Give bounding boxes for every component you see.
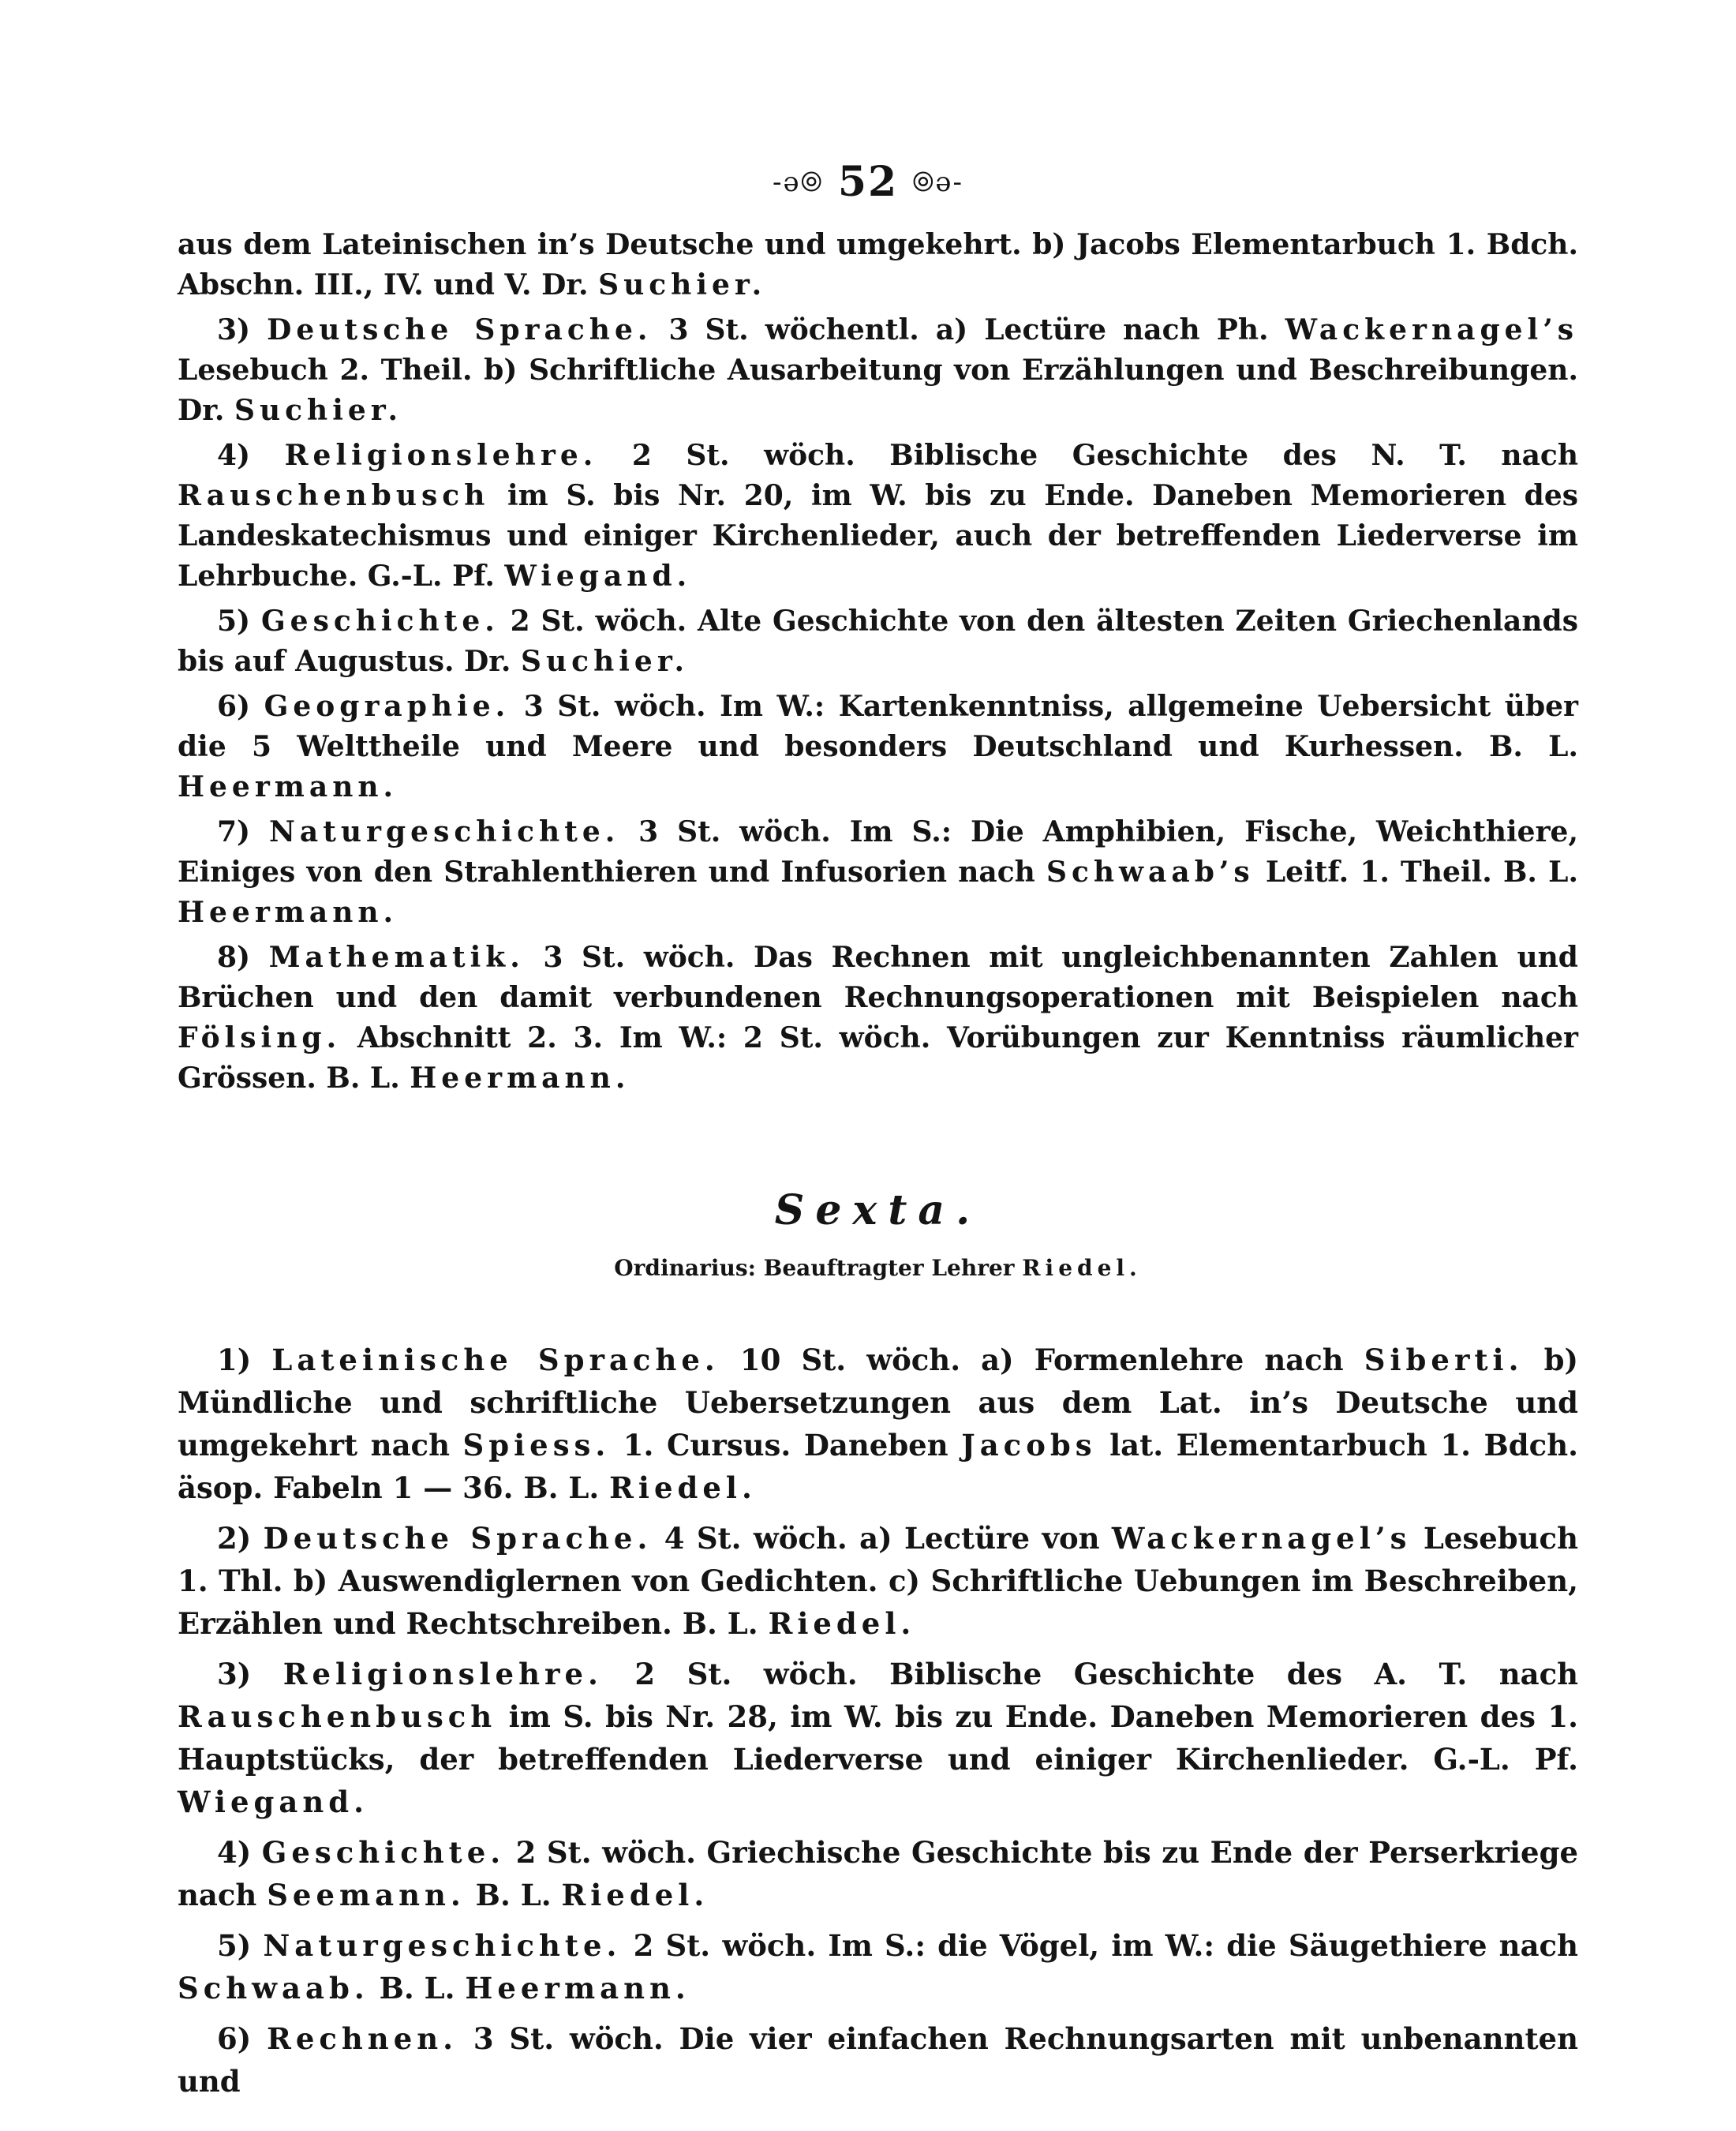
paragraph-text: 1. Cursus. Daneben xyxy=(610,1428,962,1462)
teacher-name: Heermann. xyxy=(410,1062,630,1095)
paragraph-text: 2 St. wöch. Griechische Geschichte bis zu Ende der Perserkriege nach xyxy=(178,1835,1578,1912)
page-number: 52 xyxy=(837,158,899,206)
teacher-name: Suchier. xyxy=(234,394,402,427)
paragraph-number: 4) xyxy=(217,439,285,472)
paragraph-number: 3) xyxy=(217,1657,283,1691)
paragraph-number: 7) xyxy=(217,815,269,848)
paragraph-number: 6) xyxy=(217,2021,268,2056)
subject-name: Lateinische Sprache. xyxy=(271,1343,720,1377)
ordinarius-label: Ordinarius: Beauftragter Lehrer xyxy=(614,1255,1023,1281)
quinta-paragraph-7 xyxy=(178,812,1578,933)
quinta-paragraph-5 xyxy=(178,601,1578,682)
paragraph-text: lat. Elementarbuch 1. Bdch. äsop. Fabeln 1 — 36. B. L. xyxy=(178,1428,1578,1505)
teacher-name: Riedel. xyxy=(768,1606,916,1641)
author-name: Jacobs xyxy=(961,1428,1097,1462)
paragraph-text: 2 St. wöch. Alte Geschichte von den ältesten Zeiten Griechenlands bis auf Augustus. Dr. xyxy=(178,605,1578,678)
subject-name: Geographie. xyxy=(264,690,511,723)
sexta-paragraph-6 xyxy=(178,2017,1578,2103)
subject-name: Geschichte. xyxy=(261,1835,506,1870)
paragraph-text: b) Mündliche und schriftliche Uebersetzungen aus dem Lat. in’s Deutsche und umgekehrt nach xyxy=(178,1343,1578,1462)
teacher-name: Heermann. xyxy=(465,1971,690,2006)
paragraph-text: im S. bis Nr. 28, im W. bis zu Ende. Daneben Memorieren des 1. Hauptstücks, der betreffenden Liederverse und einiger Kirchenlieder. G.-L. Pf. xyxy=(178,1699,1578,1777)
quinta-paragraph-8 xyxy=(178,938,1578,1099)
author-name: Seemann. xyxy=(267,1878,466,1912)
paragraph-text: 3 St. wöchentl. a) Lectüre nach Ph. xyxy=(652,313,1285,346)
paragraph-number: 1) xyxy=(217,1343,272,1377)
subject-name: Deutsche Sprache. xyxy=(263,1521,653,1556)
author-name: Spiess. xyxy=(462,1428,611,1462)
page-body xyxy=(178,225,1578,2110)
paragraph-text: Abschnitt 2. 3. Im W.: 2 St. wöch. Vorübungen zur Kenntniss räumlicher Grössen. B. L. xyxy=(178,1021,1578,1095)
subject-name: Naturgeschichte. xyxy=(268,815,620,848)
sexta-paragraph-3 xyxy=(178,1653,1578,1823)
paragraph-text: 2 St. wöch. Biblische Geschichte des A. T. nach xyxy=(602,1657,1578,1691)
paragraph-text: Leitf. 1. Theil. B. L. xyxy=(1254,856,1578,889)
teacher-name: Suchier. xyxy=(520,645,690,678)
paragraph-number: 2) xyxy=(217,1521,264,1556)
teacher-name: Riedel. xyxy=(561,1878,709,1912)
sexta-paragraph-2 xyxy=(178,1517,1578,1645)
teacher-name: Riedel. xyxy=(609,1470,757,1505)
paragraph-text: 2 St. wöch. Im S.: die Vögel, im W.: die Säugethiere nach xyxy=(621,1928,1578,1963)
paragraph-text: im S. bis Nr. 20, im W. bis zu Ende. Daneben Memorieren des Landeskatechismus und einiger Kirchenlieder, auch der betreffenden Liederverse im Lehrbuche. G.-L. Pf. xyxy=(178,479,1578,593)
paragraph-number: 5) xyxy=(217,1928,264,1963)
subject-name: Religionslehre. xyxy=(282,1657,603,1691)
paragraph-number: 8) xyxy=(217,941,269,974)
author-name: Schwaab’s xyxy=(1046,856,1255,889)
subject-name: Naturgeschichte. xyxy=(263,1928,622,1963)
teacher-name: Wiegand. xyxy=(178,1785,369,1819)
paragraph-text: Lesebuch 1. Thl. b) Auswendiglernen von Gedichten. c) Schriftliche Uebungen im Beschreiben, Erzählen und Rechtschreiben. B. L. xyxy=(178,1521,1578,1641)
quinta-paragraph-6 xyxy=(178,687,1578,807)
teacher-name: Heermann. xyxy=(178,770,398,803)
page-header xyxy=(0,158,1736,206)
paragraph-text: 3 St. wöch. Die vier einfachen Rechnungsarten mit unbenannten und xyxy=(178,2021,1578,2099)
author-name: Fölsing. xyxy=(178,1021,342,1054)
paragraph-text: 3 St. wöch. Im W.: Kartenkenntniss, allgemeine Uebersicht über die 5 Welttheile und Meere und besonders Deutschland und Kurhessen. B. L. xyxy=(178,690,1578,763)
paragraph-text: 3 St. wöch. Im S.: Die Amphibien, Fische, Weichthiere, Einiges von den Strahlenthieren und Infusorien nach xyxy=(178,815,1578,889)
teacher-name: Suchier. xyxy=(598,268,767,301)
sexta-paragraph-5 xyxy=(178,1924,1578,2009)
paragraph-number: 4) xyxy=(217,1835,262,1870)
subject-name: Religionslehre. xyxy=(284,439,598,472)
paragraph-text: Lesebuch 2. Theil. b) Schriftliche Ausarbeitung von Erzählungen und Beschreibungen. Dr. xyxy=(178,354,1578,427)
sexta-paragraph-1 xyxy=(178,1339,1578,1509)
teacher-name: Heermann. xyxy=(178,896,398,929)
paragraph-text: B. L. xyxy=(369,1971,466,2006)
subject-name: Deutsche Sprache. xyxy=(267,313,653,346)
author-name: Rauschenbusch xyxy=(178,479,490,512)
subject-name: Geschichte. xyxy=(260,605,499,638)
teacher-name: Wiegand. xyxy=(504,560,692,593)
paragraph-number: 5) xyxy=(217,605,261,638)
ordinarius-name: Riedel. xyxy=(1022,1255,1142,1281)
author-name: Wackernagel’s xyxy=(1285,313,1579,346)
quinta-paragraph-continuation xyxy=(178,225,1578,305)
paragraph-text: 4 St. wöch. a) Lectüre von xyxy=(652,1521,1112,1556)
subject-name: Rechnen. xyxy=(267,2021,458,2056)
author-name: Schwaab. xyxy=(178,1971,369,2006)
quinta-paragraph-3 xyxy=(178,310,1578,431)
paragraph-text: 2 St. wöch. Biblische Geschichte des N. T. nach xyxy=(597,439,1578,472)
paragraph-text: 10 St. wöch. a) Formenlehre nach xyxy=(719,1343,1364,1377)
author-name: Rauschenbusch xyxy=(178,1699,497,1734)
subject-name: Mathematik. xyxy=(268,941,525,974)
ornament-right: ⦾ǝ- xyxy=(912,167,963,198)
sexta-paragraph-4 xyxy=(178,1831,1578,1916)
paragraph-text: 3 St. wöch. Das Rechnen mit ungleichbenannten Zahlen und Brüchen und den damit verbundenen Rechnungsoperationen mit Beispielen nach xyxy=(178,941,1578,1014)
quinta-paragraph-4 xyxy=(178,436,1578,597)
paragraph-text: B. L. xyxy=(465,1878,562,1912)
author-name: Wackernagel’s xyxy=(1111,1521,1412,1556)
paragraph-number: 6) xyxy=(217,690,264,723)
paragraph-number: 3) xyxy=(217,313,268,346)
sexta-section xyxy=(178,1339,1578,2103)
ornament-left: -ǝ⦾ xyxy=(773,167,824,198)
author-name: Siberti. xyxy=(1364,1343,1524,1377)
section-title-sexta: Sexta. xyxy=(774,1186,982,1234)
ordinarius-line xyxy=(178,1248,1578,1288)
paragraph-text: aus dem Lateinischen in’s Deutsche und umgekehrt. b) Jacobs Elementarbuch 1. Bdch. Abschn. III., IV. und V. Dr. xyxy=(178,228,1578,301)
